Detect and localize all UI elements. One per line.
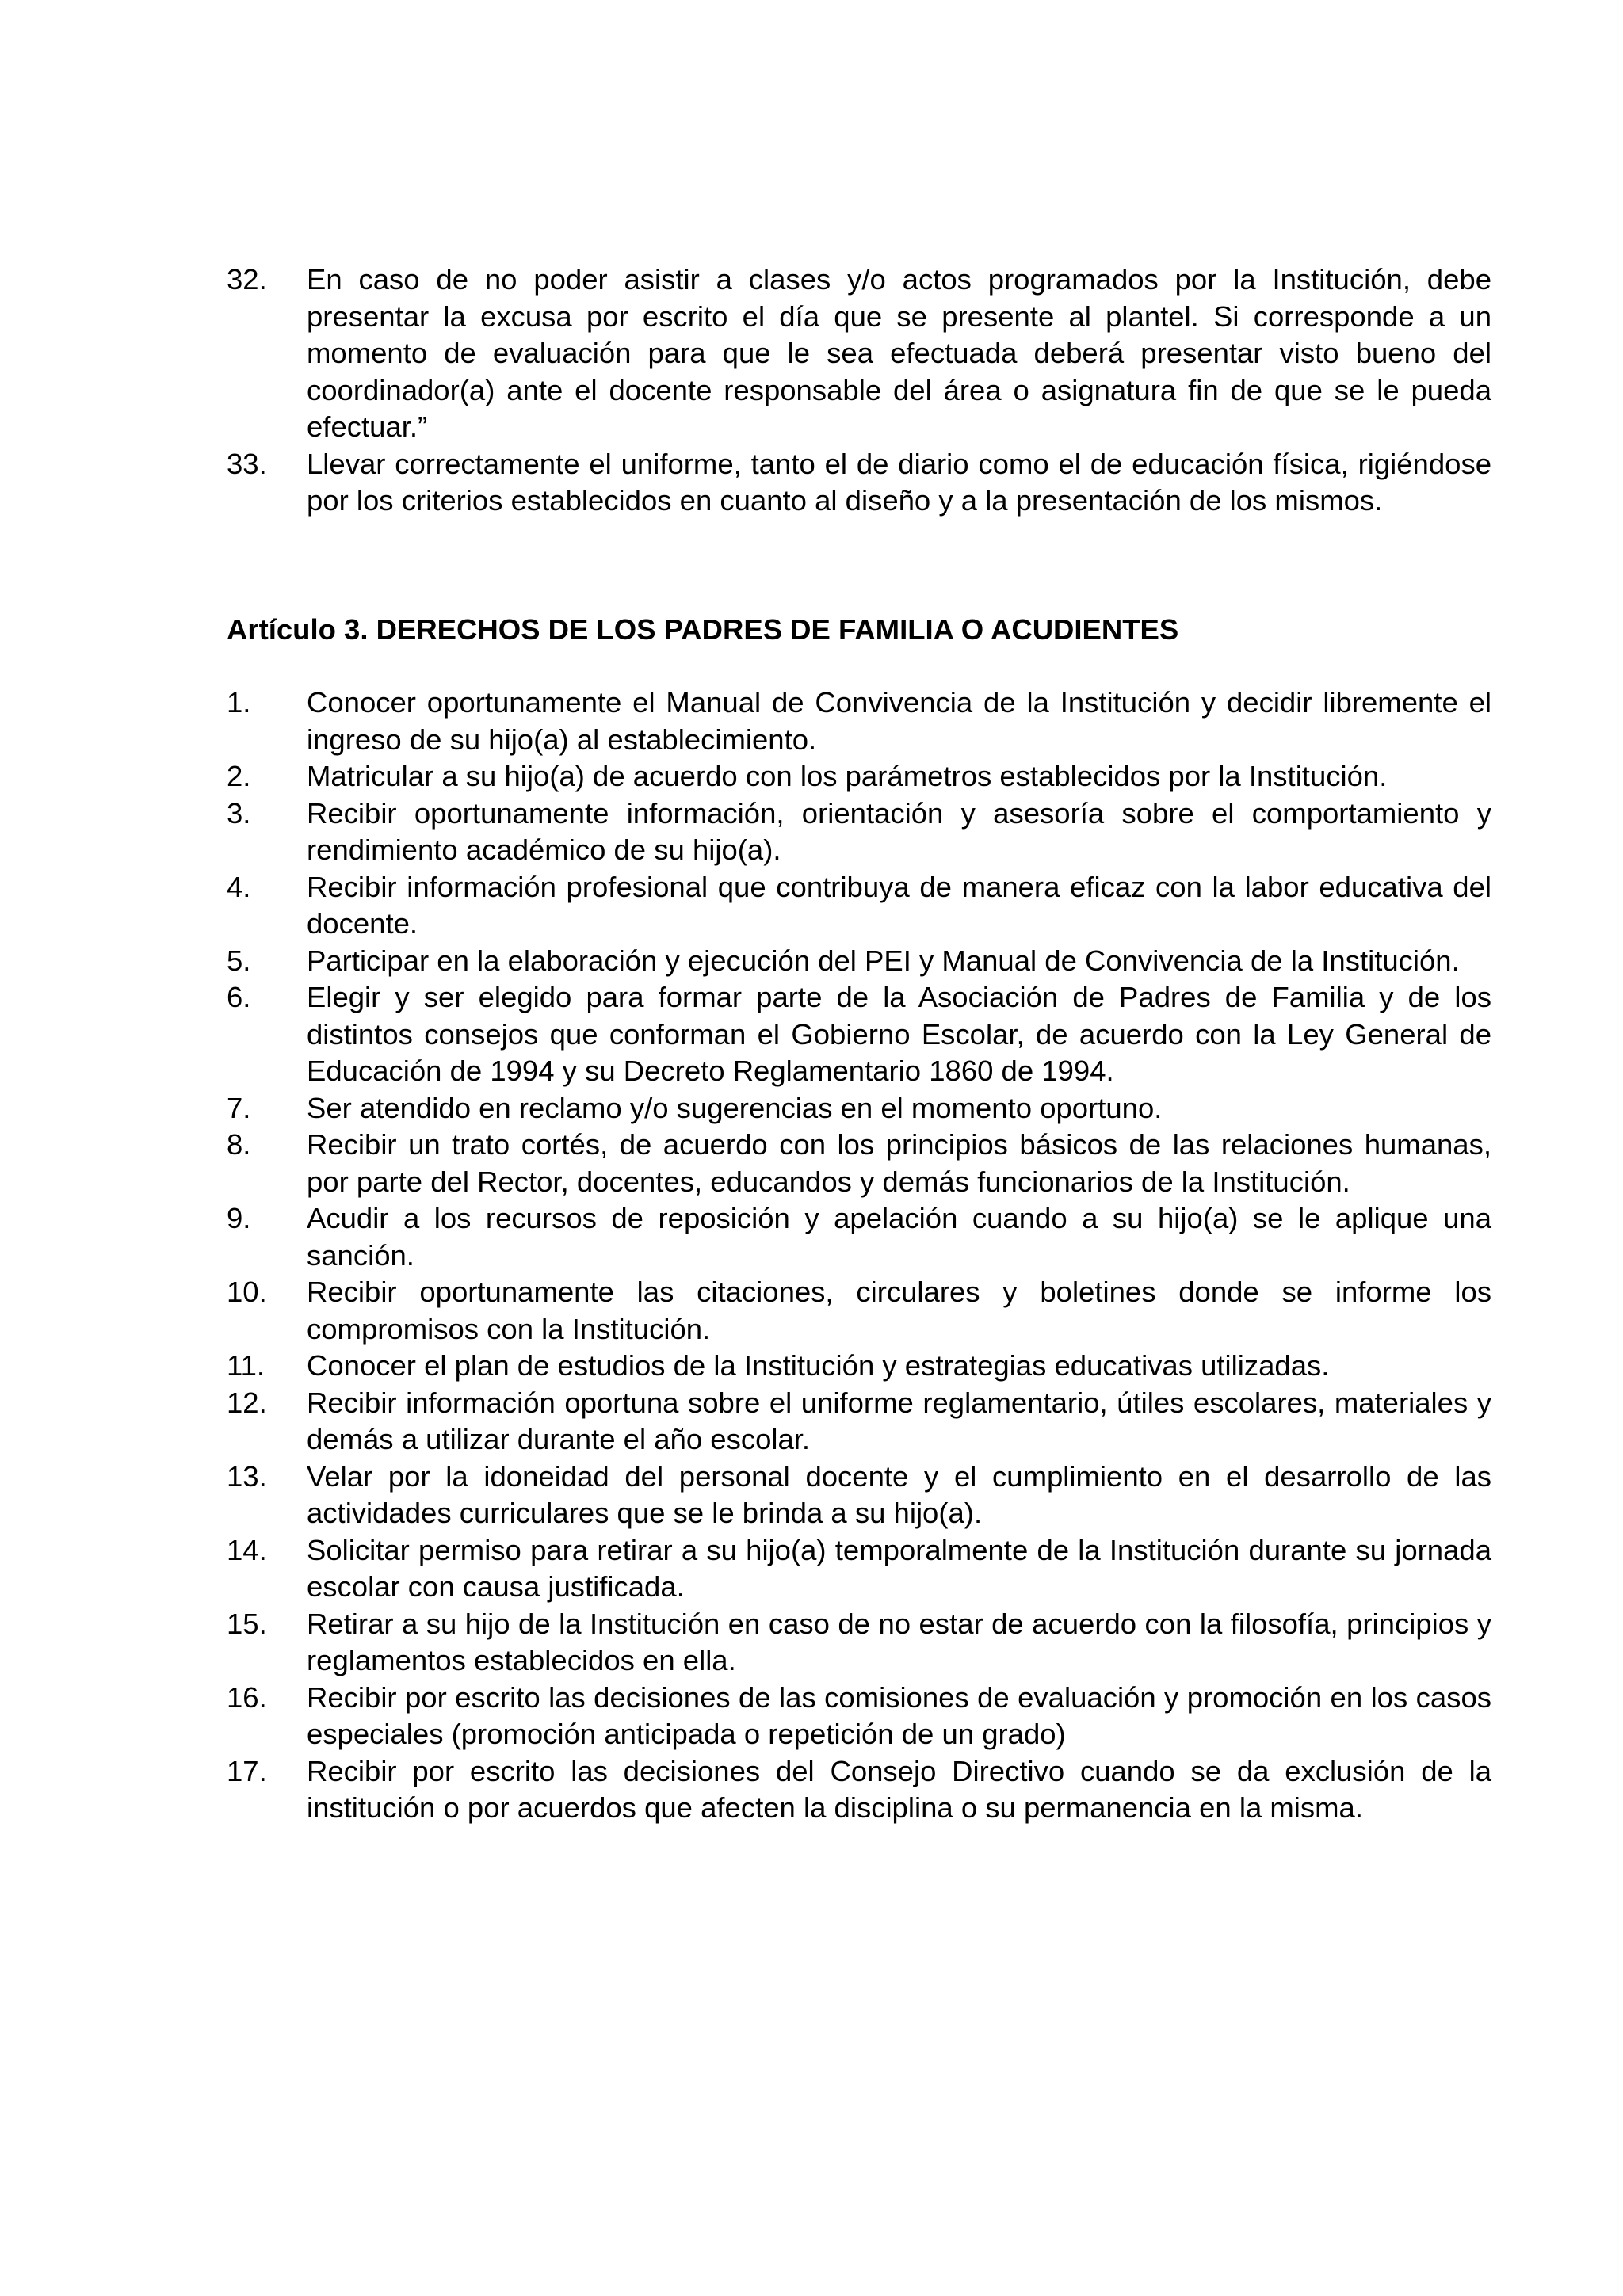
list-item [227,446,1491,520]
list-item [227,1200,1491,1274]
list-item [227,1459,1491,1532]
item-number: 14. [227,1533,267,1566]
section-spacer [227,520,1491,612]
list-item [227,1274,1491,1348]
item-number: 33. [227,447,267,480]
list-item [227,1127,1491,1200]
list-item [227,795,1491,869]
item-text: Recibir por escrito las decisiones del Consejo Directivo cuando se da exclusión de la institución o por acuerdos que afecten la disciplina o su permanencia en la misma. [307,1754,1491,1824]
list-item [227,261,1491,446]
list-item [227,1348,1491,1385]
item-text: Retirar a su hijo de la Institución en caso de no estar de acuerdo con la filosofía, principios y reglamentos establecidos en ella. [307,1607,1491,1676]
item-number: 12. [227,1386,267,1419]
item-text: Elegir y ser elegido para formar parte de la Asociación de Padres de Familia y de los distintos consejos que conforman el Gobierno Escolar, de acuerdo con la Ley General de Educación de 1994 y su Decreto Reglamentario 1860 de 1994. [307,981,1491,1087]
item-text: Matricular a su hijo(a) de acuerdo con los parámetros establecidos por la Institución. [307,760,1388,792]
page-content [227,261,1491,1827]
item-number: 7. [227,1091,251,1124]
item-text: Recibir por escrito las decisiones de las comisiones de evaluación y promoción en los casos especiales (promoción anticipada o repetición de un grado) [307,1680,1491,1750]
item-number: 10. [227,1276,267,1308]
list-item [227,1680,1491,1753]
article-heading: Artículo 3. DERECHOS DE LOS PADRES DE FAMILIA O ACUDIENTES [227,612,1179,646]
item-text: Velar por la idoneidad del personal docente y el cumplimiento en el desarrollo de las actividades curriculares que se le brinda a su hijo(a). [307,1459,1491,1529]
continued-list [227,261,1491,520]
list-item [227,758,1491,795]
list-item [227,1385,1491,1459]
item-number: 2. [227,760,251,792]
list-item [227,869,1491,943]
item-text: Conocer el plan de estudios de la Institución y estrategias educativas utilizadas. [307,1349,1330,1382]
item-number: 3. [227,796,251,830]
item-number: 1. [227,686,251,719]
item-text: Recibir información oportuna sobre el uniforme reglamentario, útiles escolares, materiales y demás a utilizar durante el año escolar. [307,1386,1491,1455]
list-item [227,1532,1491,1606]
item-text: Acudir a los recursos de reposición y apelación cuando a su hijo(a) se le aplique una sanción. [307,1202,1491,1272]
item-text: Conocer oportunamente el Manual de Convivencia de la Institución y decidir libremente el ingreso de su hijo(a) al establecimiento. [307,686,1491,756]
item-text: Recibir oportunamente las citaciones, circulares y boletines donde se informe los compromisos con la Institución. [307,1276,1491,1345]
item-text: Participar en la elaboración y ejecución del PEI y Manual de Convivencia de la Institución. [307,944,1460,977]
item-number: 6. [227,981,251,1013]
item-text: En caso de no poder asistir a clases y/o actos programados por la Institución, debe presentar la excusa por escrito el día que se presente al plantel. Si corresponde a un momento de evaluación para que le sea efectuada deberá presentar visto bueno del coordinador(a) ante el docente responsable del área o asignatura fin de que se le pueda efectuar.” [307,263,1491,443]
item-number: 4. [227,870,251,903]
item-text: Recibir oportunamente información, orientación y asesoría sobre el comportamiento y rendimiento académico de su hijo(a). [307,796,1491,866]
item-text: Recibir un trato cortés, de acuerdo con los principios básicos de las relaciones humanas, por parte del Rector, docentes, educandos y demás funcionarios de la Institución. [307,1128,1491,1198]
list-item [227,685,1491,758]
item-number: 11. [227,1349,265,1382]
item-text: Llevar correctamente el uniforme, tanto el de diario como el de educación física, rigiéndose por los criterios establecidos en cuanto al diseño y a la presentación de los mismos. [307,447,1491,517]
item-number: 9. [227,1202,251,1234]
heading-spacer [227,648,1491,685]
list-item [227,979,1491,1090]
item-text: Ser atendido en reclamo y/o sugerencias en el momento oportuno. [307,1091,1163,1124]
item-text: Recibir información profesional que contribuya de manera eficaz con la labor educativa del docente. [307,870,1491,940]
list-item [227,1090,1491,1127]
item-number: 5. [227,944,251,977]
item-number: 16. [227,1680,267,1714]
item-number: 17. [227,1754,267,1787]
item-number: 8. [227,1128,251,1161]
list-item [227,1753,1491,1827]
list-item [227,1606,1491,1680]
rights-list [227,685,1491,1827]
item-number: 15. [227,1607,267,1640]
item-number: 32. [227,263,267,296]
item-text: Solicitar permiso para retirar a su hijo(a) temporalmente de la Institución durante su jornada escolar con causa justificada. [307,1533,1491,1603]
item-number: 13. [227,1459,267,1493]
list-item [227,943,1491,980]
